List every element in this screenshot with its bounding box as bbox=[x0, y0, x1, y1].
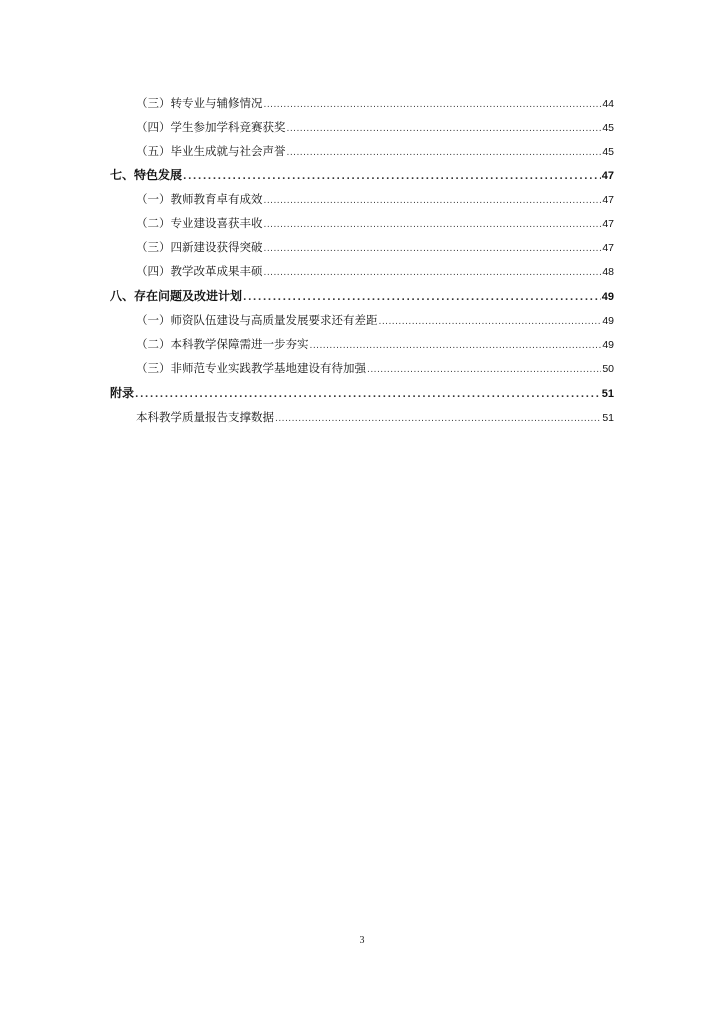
toc-entry-label: 七、特色发展 bbox=[110, 168, 183, 182]
toc-leader-dots bbox=[135, 385, 601, 405]
toc-entry[interactable] bbox=[136, 358, 614, 378]
toc-entry[interactable] bbox=[136, 213, 614, 233]
toc-entry[interactable] bbox=[110, 286, 614, 306]
toc-entry-label: 附录 bbox=[110, 386, 135, 400]
toc-entry-page: 45 bbox=[602, 122, 614, 134]
toc-leader-dots bbox=[183, 167, 601, 187]
toc-entry[interactable] bbox=[136, 334, 614, 354]
toc-entry-page: 49 bbox=[602, 339, 614, 351]
toc-entry-label: （二）本科教学保障需进一步夯实 bbox=[136, 337, 309, 351]
toc-entry[interactable] bbox=[136, 93, 614, 113]
toc-entry-label: （四）学生参加学科竞赛获奖 bbox=[136, 120, 286, 134]
toc-entry[interactable] bbox=[136, 261, 614, 281]
toc-leader-dots bbox=[264, 191, 602, 211]
toc-entry-label: 八、存在问题及改进计划 bbox=[110, 289, 243, 303]
toc-entry-page: 48 bbox=[602, 266, 614, 278]
toc-entry-page: 51 bbox=[601, 388, 614, 400]
page-number: 3 bbox=[359, 935, 365, 946]
toc-entry[interactable] bbox=[136, 407, 614, 427]
toc-entry-page: 47 bbox=[601, 170, 614, 182]
toc-entry-page: 49 bbox=[602, 315, 614, 327]
toc-entry[interactable] bbox=[110, 383, 614, 403]
toc-entry-label: （一）师资队伍建设与高质量发展要求还有差距 bbox=[136, 313, 378, 327]
toc-entry-page: 47 bbox=[602, 218, 614, 230]
toc-leader-dots bbox=[287, 119, 602, 139]
toc-entry-label: （三）四新建设获得突破 bbox=[136, 240, 263, 254]
toc-leader-dots bbox=[264, 239, 602, 259]
toc-entry-page: 47 bbox=[602, 242, 614, 254]
toc-leader-dots bbox=[310, 336, 602, 356]
toc-entry-page: 47 bbox=[602, 194, 614, 206]
toc-entry[interactable] bbox=[136, 237, 614, 257]
toc-entry-label: （五）毕业生成就与社会声誉 bbox=[136, 144, 286, 158]
toc-entry-page: 44 bbox=[602, 98, 614, 110]
toc-entry-label: 本科教学质量报告支撑数据 bbox=[136, 410, 274, 424]
toc-entry[interactable] bbox=[136, 117, 614, 137]
toc-entry-label: （一）教师教育卓有成效 bbox=[136, 192, 263, 206]
toc-entry-page: 51 bbox=[602, 412, 614, 424]
toc-entry[interactable] bbox=[110, 165, 614, 185]
toc-entry[interactable] bbox=[136, 310, 614, 330]
toc-leader-dots bbox=[275, 409, 601, 429]
toc-leader-dots bbox=[264, 263, 602, 283]
toc-entry-page: 45 bbox=[602, 146, 614, 158]
toc-entry[interactable] bbox=[136, 189, 614, 209]
toc-leader-dots bbox=[264, 215, 602, 235]
toc-leader-dots bbox=[379, 312, 602, 332]
toc-entry-page: 50 bbox=[602, 363, 614, 375]
toc-entry-label: （二）专业建设喜获丰收 bbox=[136, 216, 263, 230]
toc-leader-dots bbox=[243, 288, 601, 308]
toc-entry-label: （四）教学改革成果丰硕 bbox=[136, 264, 263, 278]
toc-leader-dots bbox=[367, 360, 601, 380]
toc-leader-dots bbox=[264, 95, 602, 115]
toc-entry-label: （三）转专业与辅修情况 bbox=[136, 96, 263, 110]
toc-entry-page: 49 bbox=[601, 291, 614, 303]
toc-entry[interactable] bbox=[136, 141, 614, 161]
toc-entry-label: （三）非师范专业实践教学基地建设有待加强 bbox=[136, 361, 366, 375]
toc-leader-dots bbox=[287, 143, 602, 163]
